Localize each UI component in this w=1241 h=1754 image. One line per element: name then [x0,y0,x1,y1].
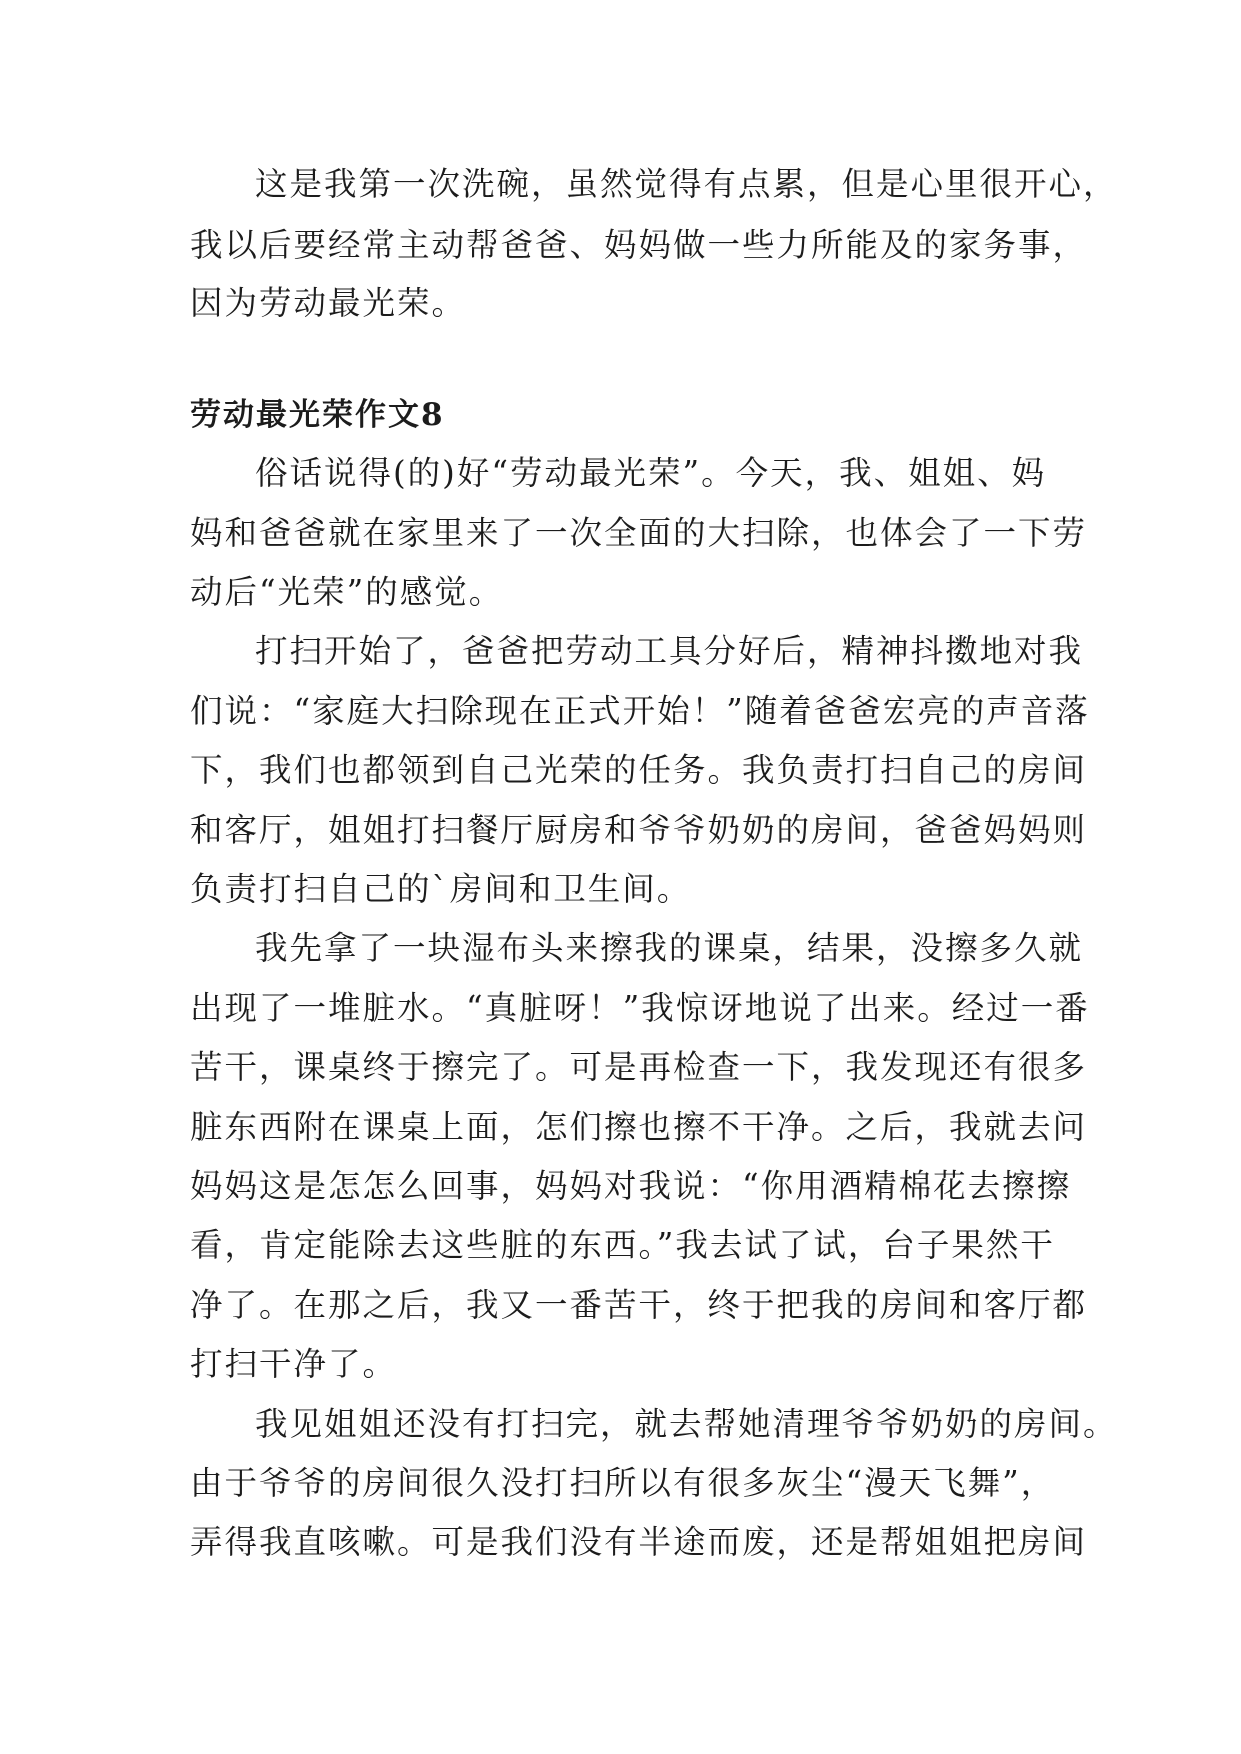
body-line-10: 出现了一堆脏水。“真脏呀！”我惊讶地说了出来。经过一番 [190,989,1090,1027]
body-line-5: 们说：“家庭大扫除现在正式开始！”随着爸爸宏亮的声音落 [190,692,1090,730]
intro-line-2: 我以后要经常主动帮爸爸、妈妈做一些力所能及的家务事， [190,226,1088,264]
body-line-1: 俗话说得(的)好“劳动最光荣”。今天，我、姐姐、妈 [255,454,1047,492]
body-line-6: 下，我们也都领到自己光荣的任务。我负责打扫自己的房间 [190,751,1088,789]
body-line-19: 弄得我直咳嗽。可是我们没有半途而废，还是帮姐姐把房间 [190,1523,1088,1561]
body-line-13: 妈妈这是怎怎么回事，妈妈对我说：“你用酒精棉花去擦擦 [190,1167,1072,1205]
body-line-8: 负责打扫自己的`房间和卫生间。 [190,870,692,908]
body-line-12: 脏东西附在课桌上面，怎们擦也擦不干净。之后，我就去问 [190,1108,1088,1146]
body-line-14: 看，肯定能除去这些脏的东西。”我去试了试，台子果然干 [190,1226,1055,1264]
body-line-4: 打扫开始了，爸爸把劳动工具分好后，精神抖擞地对我 [255,632,1084,670]
body-line-16: 打扫干净了。 [190,1345,398,1383]
body-line-7: 和客厅，姐姐打扫餐厅厨房和爷爷奶奶的房间，爸爸妈妈则 [190,811,1088,849]
body-line-11: 苦干，课桌终于擦完了。可是再检查一下，我发现还有很多 [190,1048,1088,1086]
intro-line-3: 因为劳动最光荣。 [190,284,467,322]
body-line-2: 妈和爸爸就在家里来了一次全面的大扫除，也体会了一下劳 [190,514,1088,552]
body-line-17: 我见姐姐还没有打扫完，就去帮她清理爷爷奶奶的房间。 [255,1405,1118,1443]
body-line-3: 动后“光荣”的感觉。 [190,573,504,611]
body-line-18: 由于爷爷的房间很久没打扫所以有很多灰尘“漫天飞舞”， [190,1464,1056,1502]
essay-heading: 劳动最光荣作文8 [190,397,445,433]
body-line-9: 我先拿了一块湿布头来擦我的课桌，结果，没擦多久就 [255,929,1084,967]
intro-line-1: 这是我第一次洗碗，虽然觉得有点累，但是心里很开心， [255,165,1118,203]
body-line-15: 净了。在那之后，我又一番苦干，终于把我的房间和客厅都 [190,1286,1088,1324]
